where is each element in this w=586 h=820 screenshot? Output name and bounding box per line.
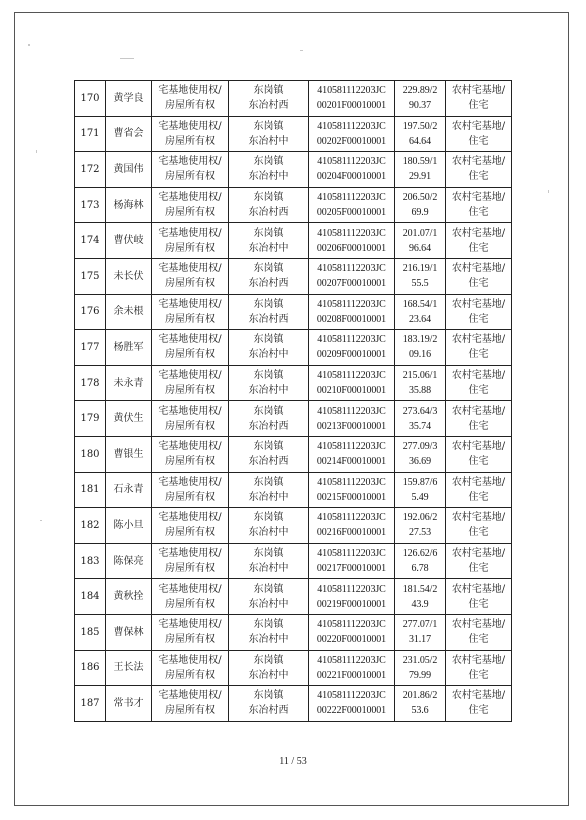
- right-type: 宅基地使用权/ 房屋所有权: [158, 298, 222, 325]
- unit-code: 410581112203JC 00204F00010001: [316, 156, 387, 183]
- unit-code: 410581112203JC 00221F00010001: [316, 654, 387, 681]
- row-index: 183: [80, 555, 100, 567]
- table-row: [75, 223, 512, 259]
- location-cell: [229, 81, 309, 117]
- holder-name-cell: [106, 436, 152, 472]
- land-use: 农村宅基地/ 住宅: [451, 298, 506, 325]
- area: 231.05/2 79.99: [402, 654, 438, 681]
- right-type-cell: [152, 258, 229, 294]
- area-cell: [395, 116, 446, 152]
- location: 东岗镇 东冶村西: [248, 405, 289, 432]
- row-index-cell: [75, 472, 106, 508]
- area-cell: [395, 472, 446, 508]
- unit-code: 410581112203JC 00208F00010001: [316, 298, 387, 325]
- location: 东岗镇 东冶村中: [248, 334, 289, 361]
- holder-name: 杨海林: [113, 199, 144, 211]
- land-use-cell: [446, 116, 512, 152]
- row-index-cell: [75, 650, 106, 686]
- land-use: 农村宅基地/ 住宅: [451, 120, 506, 147]
- right-type: 宅基地使用权/ 房屋所有权: [158, 441, 222, 468]
- holder-name: 陈保亮: [113, 555, 144, 567]
- area-cell: [395, 543, 446, 579]
- area: 126.62/6 6.78: [402, 548, 438, 575]
- table-row: [75, 508, 512, 544]
- row-index: 174: [80, 235, 100, 247]
- location-cell: [229, 223, 309, 259]
- unit-code-cell: [309, 686, 395, 722]
- right-type-cell: [152, 614, 229, 650]
- land-use-cell: [446, 686, 512, 722]
- holder-name: 黄秋拴: [113, 591, 144, 603]
- location-cell: [229, 650, 309, 686]
- location-cell: [229, 330, 309, 366]
- holder-name-cell: [106, 650, 152, 686]
- land-use-cell: [446, 223, 512, 259]
- table-row: [75, 579, 512, 615]
- land-use: 农村宅基地/ 住宅: [451, 370, 506, 397]
- holder-name-cell: [106, 258, 152, 294]
- unit-code-cell: [309, 258, 395, 294]
- unit-code: 410581112203JC 00202F00010001: [316, 120, 387, 147]
- land-use-cell: [446, 508, 512, 544]
- location-cell: [229, 436, 309, 472]
- unit-code: 410581112203JC 00216F00010001: [316, 512, 387, 539]
- unit-code-cell: [309, 187, 395, 223]
- right-type-cell: [152, 686, 229, 722]
- scan-mark-left-2: [36, 150, 37, 153]
- location-cell: [229, 543, 309, 579]
- area-cell: [395, 223, 446, 259]
- holder-name-cell: [106, 294, 152, 330]
- right-type-cell: [152, 508, 229, 544]
- row-index-cell: [75, 330, 106, 366]
- right-type-cell: [152, 152, 229, 188]
- unit-code: 410581112203JC 00214F00010001: [316, 441, 387, 468]
- holder-name: 曹保林: [113, 626, 144, 638]
- land-use: 农村宅基地/ 住宅: [451, 548, 506, 575]
- area: 206.50/2 69.9: [402, 192, 438, 219]
- land-use-cell: [446, 187, 512, 223]
- holder-name: 曹银生: [113, 448, 144, 460]
- unit-code: 410581112203JC 00209F00010001: [316, 334, 387, 361]
- area: 229.89/2 90.37: [402, 85, 438, 112]
- location: 东岗镇 东冶村西: [248, 441, 289, 468]
- unit-code-cell: [309, 579, 395, 615]
- holder-name-cell: [106, 614, 152, 650]
- holder-name: 曹省会: [113, 128, 144, 140]
- row-index: 185: [80, 626, 100, 638]
- right-type: 宅基地使用权/ 房屋所有权: [158, 120, 222, 147]
- land-use-cell: [446, 650, 512, 686]
- location-cell: [229, 116, 309, 152]
- land-use-cell: [446, 152, 512, 188]
- table-row: [75, 650, 512, 686]
- unit-code: 410581112203JC 00201F00010001: [316, 85, 387, 112]
- location: 东岗镇 东冶村中: [248, 583, 289, 610]
- location: 东岗镇 东冶村西: [248, 192, 289, 219]
- table-row: [75, 116, 512, 152]
- holder-name-cell: [106, 187, 152, 223]
- right-type-cell: [152, 401, 229, 437]
- area-cell: [395, 401, 446, 437]
- area-cell: [395, 436, 446, 472]
- land-use-cell: [446, 401, 512, 437]
- table-row: [75, 686, 512, 722]
- right-type-cell: [152, 223, 229, 259]
- land-use: 农村宅基地/ 住宅: [451, 334, 506, 361]
- land-use: 农村宅基地/ 住宅: [451, 263, 506, 290]
- right-type-cell: [152, 294, 229, 330]
- table-row: [75, 436, 512, 472]
- land-use: 农村宅基地/ 住宅: [451, 441, 506, 468]
- area: 183.19/2 09.16: [402, 334, 438, 361]
- right-type-cell: [152, 81, 229, 117]
- right-type-cell: [152, 187, 229, 223]
- row-index: 173: [80, 199, 100, 211]
- location-cell: [229, 258, 309, 294]
- location-cell: [229, 187, 309, 223]
- unit-code: 410581112203JC 00210F00010001: [316, 370, 387, 397]
- area-cell: [395, 330, 446, 366]
- unit-code-cell: [309, 294, 395, 330]
- land-use: 农村宅基地/ 住宅: [451, 690, 506, 717]
- holder-name: 石永青: [113, 484, 144, 496]
- holder-name-cell: [106, 152, 152, 188]
- row-index-cell: [75, 223, 106, 259]
- holder-name-cell: [106, 543, 152, 579]
- land-use: 农村宅基地/ 住宅: [451, 476, 506, 503]
- holder-name: 余未根: [113, 306, 144, 318]
- unit-code: 410581112203JC 00220F00010001: [316, 619, 387, 646]
- row-index-cell: [75, 294, 106, 330]
- land-use: 农村宅基地/ 住宅: [451, 619, 506, 646]
- right-type: 宅基地使用权/ 房屋所有权: [158, 192, 222, 219]
- right-type-cell: [152, 579, 229, 615]
- land-use: 农村宅基地/ 住宅: [451, 583, 506, 610]
- unit-code: 410581112203JC 00219F00010001: [316, 583, 387, 610]
- location: 东岗镇 东冶村中: [248, 156, 289, 183]
- unit-code: 410581112203JC 00217F00010001: [316, 548, 387, 575]
- holder-name: 黄国伟: [113, 163, 144, 175]
- location-cell: [229, 579, 309, 615]
- right-type-cell: [152, 365, 229, 401]
- holder-name-cell: [106, 508, 152, 544]
- holder-name-cell: [106, 686, 152, 722]
- location: 东岗镇 东冶村西: [248, 85, 289, 112]
- location: 东岗镇 东冶村中: [248, 512, 289, 539]
- row-index: 181: [80, 484, 100, 496]
- area-cell: [395, 187, 446, 223]
- holder-name: 黄学良: [113, 92, 144, 104]
- holder-name: 常书才: [113, 697, 144, 709]
- table-row: [75, 330, 512, 366]
- row-index-cell: [75, 401, 106, 437]
- unit-code-cell: [309, 650, 395, 686]
- table-row: [75, 472, 512, 508]
- area: 159.87/6 5.49: [402, 476, 438, 503]
- holder-name-cell: [106, 223, 152, 259]
- area-cell: [395, 294, 446, 330]
- right-type-cell: [152, 543, 229, 579]
- location-cell: [229, 686, 309, 722]
- unit-code: 410581112203JC 00213F00010001: [316, 405, 387, 432]
- area: 277.09/3 36.69: [402, 441, 438, 468]
- table-row: [75, 258, 512, 294]
- land-use-cell: [446, 330, 512, 366]
- holder-name-cell: [106, 401, 152, 437]
- holder-name: 杨胜军: [113, 341, 144, 353]
- row-index: 172: [80, 163, 100, 175]
- area: 216.19/1 55.5: [402, 263, 438, 290]
- area: 192.06/2 27.53: [402, 512, 438, 539]
- unit-code-cell: [309, 152, 395, 188]
- location: 东岗镇 东冶村中: [248, 227, 289, 254]
- area-cell: [395, 614, 446, 650]
- table-row: [75, 152, 512, 188]
- row-index: 184: [80, 591, 100, 603]
- right-type-cell: [152, 330, 229, 366]
- area-cell: [395, 508, 446, 544]
- area: 201.86/2 53.6: [402, 690, 438, 717]
- page-number: 11 / 53: [279, 756, 307, 767]
- table-row: [75, 187, 512, 223]
- right-type: 宅基地使用权/ 房屋所有权: [158, 476, 222, 503]
- land-use-cell: [446, 365, 512, 401]
- area: 201.07/1 96.64: [402, 227, 438, 254]
- land-use: 农村宅基地/ 住宅: [451, 405, 506, 432]
- right-type-cell: [152, 650, 229, 686]
- unit-code-cell: [309, 81, 395, 117]
- scan-mark-top-1: [120, 58, 134, 59]
- scan-mark-left-1: [28, 44, 30, 46]
- land-use-cell: [446, 614, 512, 650]
- row-index: 182: [80, 519, 100, 531]
- table-row: [75, 81, 512, 117]
- area-cell: [395, 258, 446, 294]
- right-type: 宅基地使用权/ 房屋所有权: [158, 156, 222, 183]
- area: 168.54/1 23.64: [402, 298, 438, 325]
- area: 273.64/3 35.74: [402, 405, 438, 432]
- row-index-cell: [75, 365, 106, 401]
- row-index-cell: [75, 187, 106, 223]
- unit-code-cell: [309, 223, 395, 259]
- row-index: 170: [80, 92, 100, 104]
- row-index-cell: [75, 152, 106, 188]
- row-index-cell: [75, 258, 106, 294]
- row-index-cell: [75, 436, 106, 472]
- row-index: 176: [80, 306, 100, 318]
- records-table-body: [75, 81, 512, 722]
- right-type: 宅基地使用权/ 房屋所有权: [158, 405, 222, 432]
- row-index: 186: [80, 662, 100, 674]
- row-index-cell: [75, 508, 106, 544]
- right-type: 宅基地使用权/ 房屋所有权: [158, 85, 222, 112]
- land-use: 农村宅基地/ 住宅: [451, 192, 506, 219]
- land-use-cell: [446, 294, 512, 330]
- right-type: 宅基地使用权/ 房屋所有权: [158, 690, 222, 717]
- row-index: 180: [80, 448, 100, 460]
- land-use: 农村宅基地/ 住宅: [451, 654, 506, 681]
- location-cell: [229, 472, 309, 508]
- holder-name-cell: [106, 116, 152, 152]
- location-cell: [229, 401, 309, 437]
- location: 东岗镇 东冶村西: [248, 690, 289, 717]
- land-use: 农村宅基地/ 住宅: [451, 156, 506, 183]
- row-index: 177: [80, 341, 100, 353]
- land-use-cell: [446, 543, 512, 579]
- row-index-cell: [75, 579, 106, 615]
- right-type: 宅基地使用权/ 房屋所有权: [158, 227, 222, 254]
- unit-code-cell: [309, 365, 395, 401]
- land-use-cell: [446, 579, 512, 615]
- right-type-cell: [152, 116, 229, 152]
- right-type-cell: [152, 472, 229, 508]
- unit-code-cell: [309, 436, 395, 472]
- land-use-cell: [446, 436, 512, 472]
- location: 东岗镇 东冶村中: [248, 370, 289, 397]
- location: 东岗镇 东冶村西: [248, 263, 289, 290]
- holder-name: 王长法: [113, 662, 144, 674]
- area-cell: [395, 152, 446, 188]
- holder-name: 陈小旦: [113, 519, 144, 531]
- right-type: 宅基地使用权/ 房屋所有权: [158, 512, 222, 539]
- scan-mark-left-3: [40, 520, 42, 521]
- area-cell: [395, 365, 446, 401]
- land-use-cell: [446, 258, 512, 294]
- right-type: 宅基地使用权/ 房屋所有权: [158, 619, 222, 646]
- row-index: 178: [80, 377, 100, 389]
- holder-name: 未长伏: [113, 270, 144, 282]
- location-cell: [229, 152, 309, 188]
- row-index-cell: [75, 81, 106, 117]
- land-use-cell: [446, 472, 512, 508]
- unit-code-cell: [309, 472, 395, 508]
- right-type-cell: [152, 436, 229, 472]
- land-use-cell: [446, 81, 512, 117]
- table-row: [75, 543, 512, 579]
- table-row: [75, 614, 512, 650]
- row-index-cell: [75, 614, 106, 650]
- holder-name-cell: [106, 330, 152, 366]
- location: 东岗镇 东冶村中: [248, 654, 289, 681]
- area-cell: [395, 650, 446, 686]
- area: 215.06/1 35.88: [402, 370, 438, 397]
- right-type: 宅基地使用权/ 房屋所有权: [158, 654, 222, 681]
- right-type: 宅基地使用权/ 房屋所有权: [158, 370, 222, 397]
- unit-code-cell: [309, 508, 395, 544]
- scan-mark-right-1: [548, 190, 549, 193]
- location: 东岗镇 东冶村中: [248, 619, 289, 646]
- location: 东岗镇 东冶村中: [248, 548, 289, 575]
- right-type: 宅基地使用权/ 房屋所有权: [158, 548, 222, 575]
- row-index: 179: [80, 413, 100, 425]
- unit-code-cell: [309, 614, 395, 650]
- unit-code: 410581112203JC 00207F00010001: [316, 263, 387, 290]
- right-type: 宅基地使用权/ 房屋所有权: [158, 583, 222, 610]
- table-row: [75, 365, 512, 401]
- row-index-cell: [75, 686, 106, 722]
- area: 180.59/1 29.91: [402, 156, 438, 183]
- holder-name-cell: [106, 365, 152, 401]
- location: 东岗镇 东冶村中: [248, 120, 289, 147]
- right-type: 宅基地使用权/ 房屋所有权: [158, 334, 222, 361]
- holder-name-cell: [106, 472, 152, 508]
- unit-code-cell: [309, 116, 395, 152]
- area: 181.54/2 43.9: [402, 583, 438, 610]
- row-index: 175: [80, 270, 100, 282]
- land-use: 农村宅基地/ 住宅: [451, 227, 506, 254]
- area-cell: [395, 686, 446, 722]
- holder-name: 曹伏岐: [113, 235, 144, 247]
- unit-code-cell: [309, 401, 395, 437]
- location-cell: [229, 508, 309, 544]
- row-index: 187: [80, 697, 100, 709]
- area: 197.50/2 64.64: [402, 120, 438, 147]
- land-use: 农村宅基地/ 住宅: [451, 85, 506, 112]
- land-use: 农村宅基地/ 住宅: [451, 512, 506, 539]
- holder-name-cell: [106, 579, 152, 615]
- holder-name-cell: [106, 81, 152, 117]
- area-cell: [395, 579, 446, 615]
- holder-name: 未永青: [113, 377, 144, 389]
- location-cell: [229, 294, 309, 330]
- right-type: 宅基地使用权/ 房屋所有权: [158, 263, 222, 290]
- table-row: [75, 294, 512, 330]
- row-index-cell: [75, 116, 106, 152]
- unit-code-cell: [309, 543, 395, 579]
- location: 东岗镇 东冶村中: [248, 476, 289, 503]
- location: 东岗镇 东冶村西: [248, 298, 289, 325]
- unit-code-cell: [309, 330, 395, 366]
- unit-code: 410581112203JC 00206F00010001: [316, 227, 387, 254]
- row-index-cell: [75, 543, 106, 579]
- scan-mark-top-2: [300, 50, 303, 51]
- unit-code: 410581112203JC 00215F00010001: [316, 476, 387, 503]
- area-cell: [395, 81, 446, 117]
- area: 277.07/1 31.17: [402, 619, 438, 646]
- location-cell: [229, 365, 309, 401]
- row-index: 171: [80, 128, 100, 140]
- unit-code: 410581112203JC 00222F00010001: [316, 690, 387, 717]
- unit-code: 410581112203JC 00205F00010001: [316, 192, 387, 219]
- holder-name: 黄伏生: [113, 413, 144, 425]
- table-row: [75, 401, 512, 437]
- records-table: [74, 80, 512, 722]
- location-cell: [229, 614, 309, 650]
